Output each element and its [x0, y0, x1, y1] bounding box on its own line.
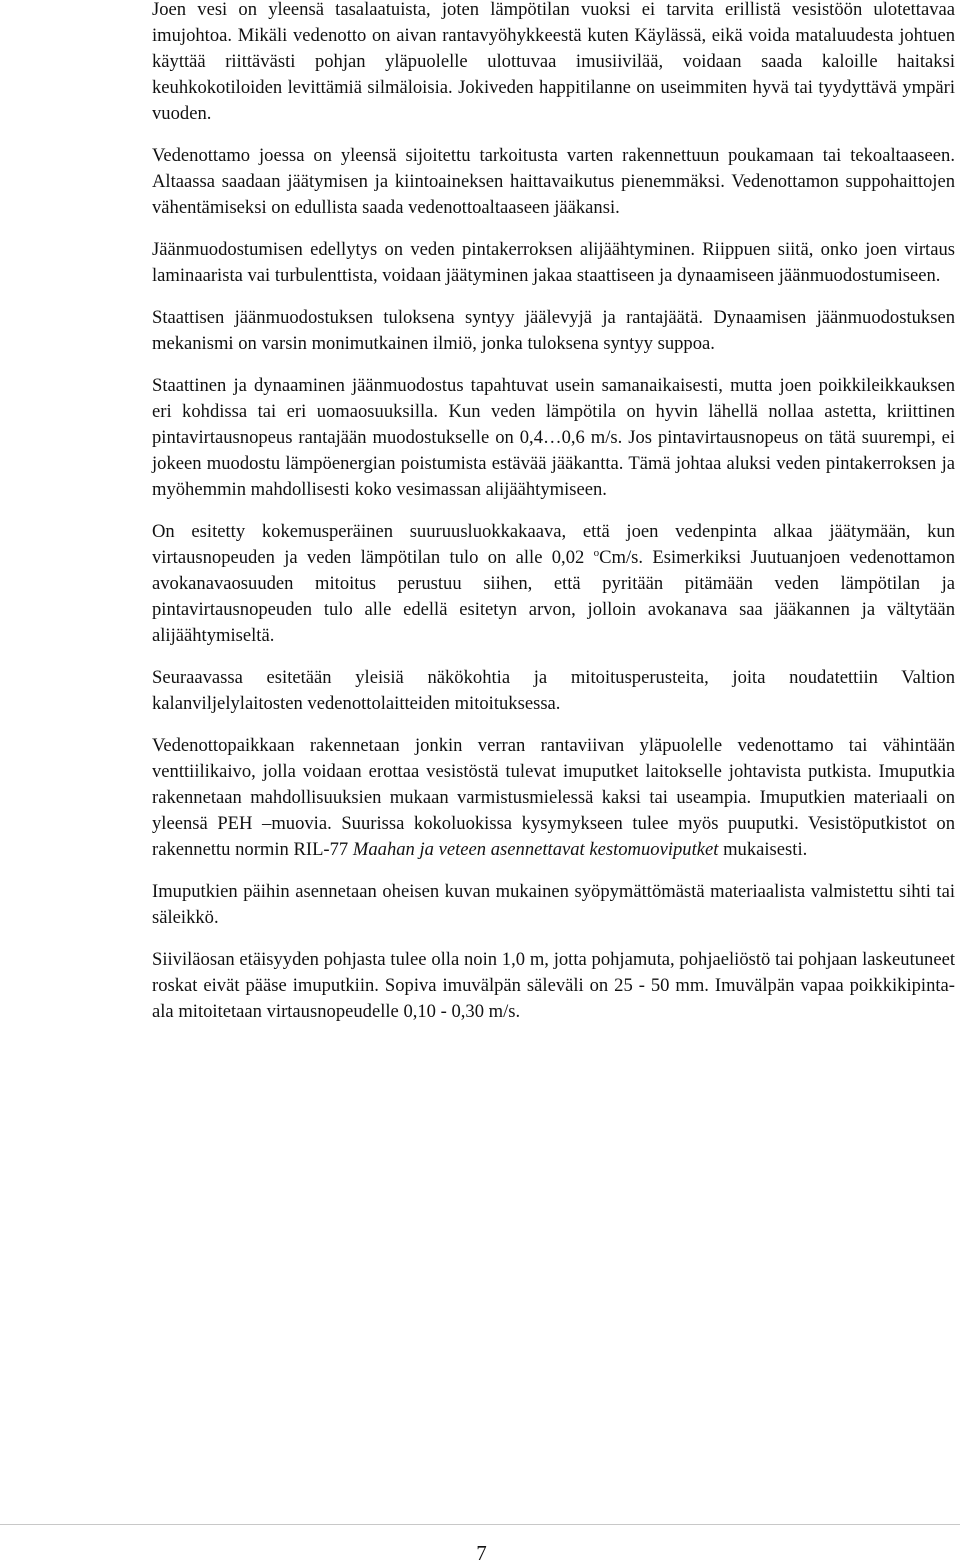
paragraph-dimensioning-intro: Seuraavassa esitetään yleisiä näkökohtia ja mitoitusperusteita, joita noudatettiin Valtion kalanviljelylaitosten vedenottolaitteiden mitoituksessa.	[152, 667, 955, 714]
page-number: 7	[476, 1541, 487, 1565]
degree-superscript: o	[593, 547, 600, 559]
paragraph-intake-basin: Vedenottamo joessa on yleensä sijoitettu tarkoitusta varten rakennettuun poukamaan tai tekoaltaaseen. Altaassa saadaan jäätymisen ja kiintoaineksen haittavaikutus pienemmäksi. Vedenottamon suppohaittojen vähentämiseksi on edullista saada vedenottoaltaaseen jääkansi.	[152, 145, 955, 218]
paragraph-empirical-formula	[152, 519, 955, 649]
formula-text-end: Cm/s. Esimerkiksi Juutuanjoen vedenottamon avokanavaosuuden mitoitus perustuu siihen, että pyritään pitämään veden lämpötilan ja pintavirtausnopeuden tulo alle edellä esitetyn arvon, jolloin avokanava saa jääkannen ja vältytään alijäähtymiseltä.	[152, 547, 955, 646]
document-body	[152, 0, 955, 1041]
paragraph-strainer: Imuputkien päihin asennetaan oheisen kuvan mukainen syöpymättömästä materiaalista valmistettu sihti tai säleikkö.	[152, 881, 955, 928]
paragraph-ice-formation-condition: Jäänmuodostumisen edellytys on veden pintakerroksen alijäähtyminen. Riippuen siitä, onko joen virtaus laminaarista vai turbulenttista, voidaan jäätyminen jakaa staattiseen ja dynaamiseen jäänmuodostumiseen.	[152, 239, 955, 286]
paragraph-river-water-quality: Joen vesi on yleensä tasalaatuista, joten lämpötilan vuoksi ei tarvita erillistä vesistöön ulotettavaa imujohtoa. Mikäli vedenotto on aivan rantavyöhykkeestä kuten Käylässä, eikä voida mataluudesta johtuen käyttää riittävästi pohjan yläpuolelle ulottuvaa imusiivilää, voidaan saada kaloille haitaksi keuhkokotiloiden levittämiä silmäloisia. Jokiveden happitilanne on useimmiten hyvä tai tyydyttävä ympäri vuoden.	[152, 0, 955, 124]
intake-pipes-text-start: Vedenottopaikkaan rakennetaan jonkin verran rantaviivan yläpuolelle vedenottamo tai vähintään venttiilikaivo, jolla voidaan erottaa vesistöstä tulevat imuputket laitokselle johtavista putkista. Imuputkia rakennetaan mahdollisuuksien mukaan varmistusmielessä kaksi tai useampia. Imuputkien materiaali on yleensä PEH –muovia. Suurissa kokoluokissa kysymykseen tulee myös puuputki. Vesistöputkistot on rakennettu normin RIL-77	[152, 735, 955, 860]
footer-divider	[0, 1524, 960, 1525]
paragraph-static-ice-formation: Staattisen jäänmuodostuksen tuloksena syntyy jäälevyjä ja rantajäätä. Dynaamisen jäänmuodostuksen mekanismi on varsin monimutkainen ilmiö, jonka tuloksena syntyy suppoa.	[152, 307, 955, 354]
paragraph-strainer-distance: Siiviläosan etäisyyden pohjasta tulee olla noin 1,0 m, jotta pohjamuta, pohjaeliöstö tai pohjaan laskeutuneet roskat eivät pääse imuputkiin. Sopiva imuvälpän säleväli on 25 - 50 mm. Imuvälpän vapaa poikkikipinta-ala mitoitetaan virtausnopeudelle 0,10 - 0,30 m/s.	[152, 949, 955, 1022]
intake-pipes-text-end: mukaisesti.	[718, 839, 808, 860]
standard-title-italic: Maahan ja veteen asennettavat kestomuoviputket	[352, 839, 719, 860]
paragraph-intake-pipes	[152, 733, 955, 863]
paragraph-static-dynamic-combined: Staattinen ja dynaaminen jäänmuodostus tapahtuvat usein samanaikaisesti, mutta joen poikkileikkauksen eri kohdissa tai eri uomaosuuksilla. Kun veden lämpötila on hyvin lähellä nollaa astetta, kriittinen pintavirtausnopeus rantajään muodostukselle on 0,4…0,6 m/s. Jos pintavirtausnopeus on tätä suurempi, ei jokeen muodostu lämpöenergian poistumista estävää jääkantta. Tämä johtaa aluksi veden pintakerroksen ja myöhemmin mahdollisesti koko vesimassan alijäähtymiseen.	[152, 375, 955, 500]
formula-text-start: On esitetty kokemusperäinen suuruusluokkakaava, että joen vedenpinta alkaa jäätymään, kun virtausnopeuden ja veden lämpötilan tulo on alle 0,02	[152, 521, 955, 568]
